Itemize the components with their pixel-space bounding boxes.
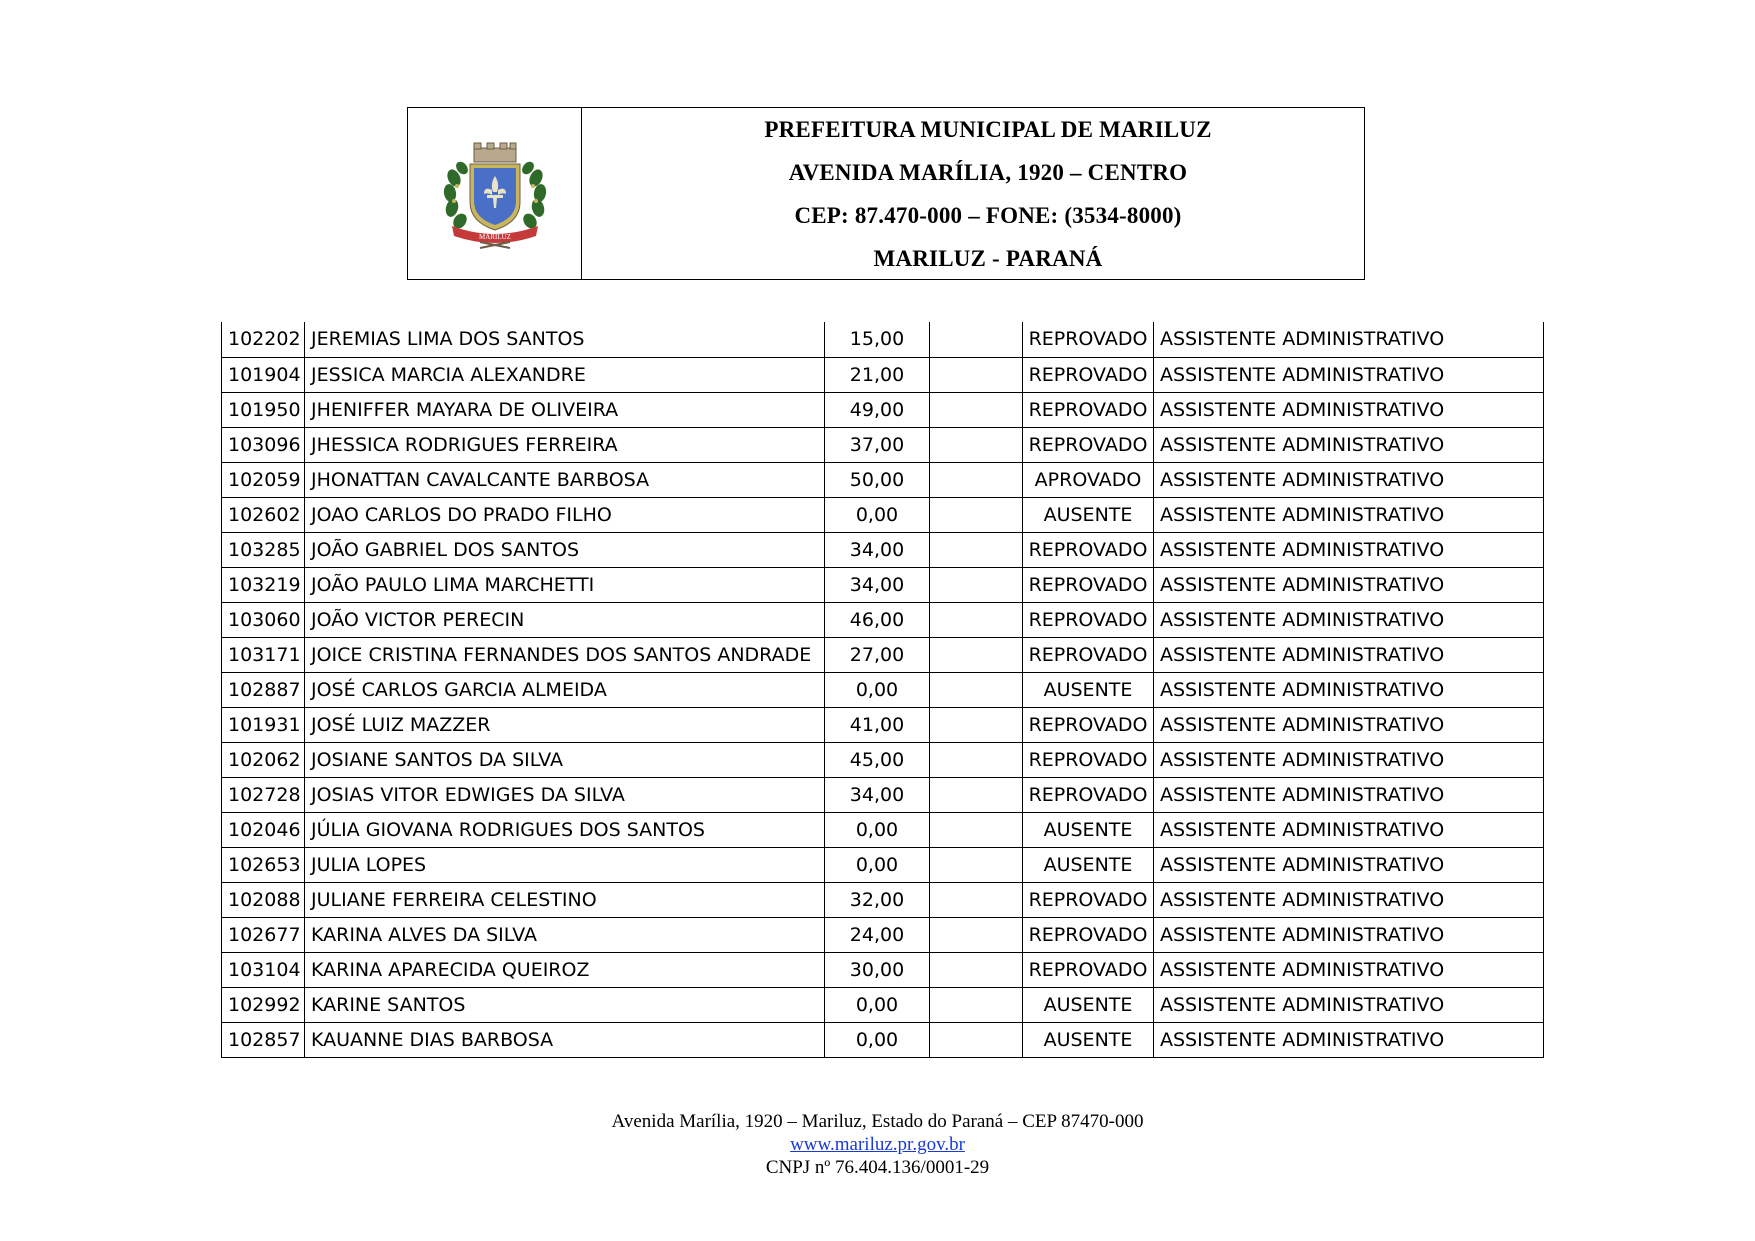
candidate-score: 15,00 [825,322,930,357]
empty-cell [930,427,1023,462]
candidate-id: 102059 [222,462,305,497]
candidate-score: 34,00 [825,532,930,567]
candidate-id: 103285 [222,532,305,567]
table-row [222,532,1544,567]
candidate-name: KAUANNE DIAS BARBOSA [305,1022,825,1057]
candidate-name: JHESSICA RODRIGUES FERREIRA [305,427,825,462]
empty-cell [930,742,1023,777]
candidate-name: KARINE SANTOS [305,987,825,1022]
candidate-id: 102046 [222,812,305,847]
empty-cell [930,322,1023,357]
candidate-status: AUSENTE [1023,497,1154,532]
table-row [222,917,1544,952]
candidate-name: KARINA ALVES DA SILVA [305,917,825,952]
candidate-role: ASSISTENTE ADMINISTRATIVO [1154,882,1544,917]
candidate-status: APROVADO [1023,462,1154,497]
results-table [221,322,1544,1058]
candidate-id: 102088 [222,882,305,917]
empty-cell [930,497,1023,532]
candidate-role: ASSISTENTE ADMINISTRATIVO [1154,987,1544,1022]
empty-cell [930,602,1023,637]
table-row [222,392,1544,427]
candidate-name: JOSÉ LUIZ MAZZER [305,707,825,742]
candidate-name: JEREMIAS LIMA DOS SANTOS [305,322,825,357]
candidate-id: 101931 [222,707,305,742]
results-body [222,322,1544,1057]
candidate-status: REPROVADO [1023,357,1154,392]
candidate-status: REPROVADO [1023,427,1154,462]
letterhead [407,107,1365,280]
letterhead-text [582,108,1364,279]
table-row [222,672,1544,707]
table-row [222,602,1544,637]
candidate-score: 0,00 [825,1022,930,1057]
candidate-score: 0,00 [825,847,930,882]
candidate-role: ASSISTENTE ADMINISTRATIVO [1154,812,1544,847]
candidate-score: 45,00 [825,742,930,777]
candidate-role: ASSISTENTE ADMINISTRATIVO [1154,357,1544,392]
candidate-id: 102728 [222,777,305,812]
candidate-score: 32,00 [825,882,930,917]
candidate-name: JOICE CRISTINA FERNANDES DOS SANTOS ANDRADE [305,637,825,672]
candidate-status: REPROVADO [1023,322,1154,357]
table-row [222,1022,1544,1057]
empty-cell [930,812,1023,847]
candidate-status: REPROVADO [1023,602,1154,637]
candidate-id: 102602 [222,497,305,532]
footer-address: Avenida Marília, 1920 – Mariluz, Estado do Paraná – CEP 87470-000 [611,1111,1144,1132]
candidate-status: REPROVADO [1023,392,1154,427]
table-row [222,952,1544,987]
empty-cell [930,777,1023,812]
candidate-status: AUSENTE [1023,847,1154,882]
contact-line: CEP: 87.470-000 – FONE: (3534-8000) [794,202,1182,228]
municipality-name: PREFEITURA MUNICIPAL DE MARILUZ [764,116,1212,142]
candidate-status: REPROVADO [1023,917,1154,952]
candidate-status: REPROVADO [1023,532,1154,567]
empty-cell [930,917,1023,952]
candidate-role: ASSISTENTE ADMINISTRATIVO [1154,427,1544,462]
empty-cell [930,707,1023,742]
logo-ribbon-text: MARILUZ [478,232,511,241]
candidate-id: 103104 [222,952,305,987]
candidate-status: REPROVADO [1023,952,1154,987]
address-line: AVENIDA MARÍLIA, 1920 – CENTRO [788,159,1188,185]
candidate-name: JOSIAS VITOR EDWIGES DA SILVA [305,777,825,812]
candidate-name: KARINA APARECIDA QUEIROZ [305,952,825,987]
table-row [222,847,1544,882]
candidate-name: JOÃO VICTOR PERECIN [305,602,825,637]
candidate-role: ASSISTENTE ADMINISTRATIVO [1154,462,1544,497]
empty-cell [930,532,1023,567]
candidate-id: 102992 [222,987,305,1022]
candidate-score: 46,00 [825,602,930,637]
candidate-score: 49,00 [825,392,930,427]
candidate-score: 37,00 [825,427,930,462]
candidate-name: JESSICA MARCIA ALEXANDRE [305,357,825,392]
candidate-role: ASSISTENTE ADMINISTRATIVO [1154,777,1544,812]
empty-cell [930,567,1023,602]
candidate-score: 24,00 [825,917,930,952]
candidate-score: 34,00 [825,567,930,602]
candidate-id: 102887 [222,672,305,707]
empty-cell [930,847,1023,882]
candidate-status: REPROVADO [1023,742,1154,777]
candidate-role: ASSISTENTE ADMINISTRATIVO [1154,917,1544,952]
candidate-name: JÚLIA GIOVANA RODRIGUES DOS SANTOS [305,812,825,847]
table-row [222,357,1544,392]
candidate-role: ASSISTENTE ADMINISTRATIVO [1154,707,1544,742]
table-row [222,777,1544,812]
empty-cell [930,1022,1023,1057]
empty-cell [930,672,1023,707]
candidate-status: REPROVADO [1023,637,1154,672]
candidate-score: 0,00 [825,497,930,532]
candidate-score: 0,00 [825,672,930,707]
candidate-status: AUSENTE [1023,1022,1154,1057]
candidate-status: REPROVADO [1023,777,1154,812]
candidate-id: 103096 [222,427,305,462]
candidate-status: AUSENTE [1023,672,1154,707]
candidate-id: 102062 [222,742,305,777]
table-row [222,987,1544,1022]
table-row [222,742,1544,777]
table-row [222,427,1544,462]
candidate-id: 102653 [222,847,305,882]
candidate-id: 103171 [222,637,305,672]
candidate-name: JOSIANE SANTOS DA SILVA [305,742,825,777]
empty-cell [930,462,1023,497]
candidate-status: REPROVADO [1023,567,1154,602]
empty-cell [930,392,1023,427]
candidate-role: ASSISTENTE ADMINISTRATIVO [1154,497,1544,532]
candidate-name: JHENIFFER MAYARA DE OLIVEIRA [305,392,825,427]
candidate-score: 50,00 [825,462,930,497]
candidate-role: ASSISTENTE ADMINISTRATIVO [1154,847,1544,882]
empty-cell [930,952,1023,987]
candidate-name: JOÃO GABRIEL DOS SANTOS [305,532,825,567]
table-row [222,637,1544,672]
candidate-name: JULIANE FERREIRA CELESTINO [305,882,825,917]
candidate-status: REPROVADO [1023,707,1154,742]
candidate-score: 21,00 [825,357,930,392]
candidate-role: ASSISTENTE ADMINISTRATIVO [1154,602,1544,637]
candidate-score: 27,00 [825,637,930,672]
candidate-role: ASSISTENTE ADMINISTRATIVO [1154,322,1544,357]
candidate-role: ASSISTENTE ADMINISTRATIVO [1154,952,1544,987]
candidate-name: JOSÉ CARLOS GARCIA ALMEIDA [305,672,825,707]
table-row [222,707,1544,742]
candidate-score: 34,00 [825,777,930,812]
table-row [222,812,1544,847]
candidate-score: 0,00 [825,987,930,1022]
candidate-id: 101950 [222,392,305,427]
table-row [222,497,1544,532]
candidate-name: JOAO CARLOS DO PRADO FILHO [305,497,825,532]
coat-of-arms-icon [440,138,550,250]
candidate-status: REPROVADO [1023,882,1154,917]
table-row [222,322,1544,357]
candidate-role: ASSISTENTE ADMINISTRATIVO [1154,567,1544,602]
candidate-id: 103060 [222,602,305,637]
candidate-name: JHONATTAN CAVALCANTE BARBOSA [305,462,825,497]
candidate-name: JULIA LOPES [305,847,825,882]
candidate-id: 101904 [222,357,305,392]
candidate-role: ASSISTENTE ADMINISTRATIVO [1154,532,1544,567]
table-row [222,882,1544,917]
candidate-status: AUSENTE [1023,987,1154,1022]
empty-cell [930,637,1023,672]
candidate-score: 0,00 [825,812,930,847]
candidate-role: ASSISTENTE ADMINISTRATIVO [1154,742,1544,777]
table-row [222,462,1544,497]
candidate-score: 41,00 [825,707,930,742]
candidate-role: ASSISTENTE ADMINISTRATIVO [1154,392,1544,427]
candidate-status: AUSENTE [1023,812,1154,847]
candidate-id: 102202 [222,322,305,357]
footer-cnpj: CNPJ nº 76.404.136/0001-29 [765,1157,990,1178]
empty-cell [930,987,1023,1022]
candidate-role: ASSISTENTE ADMINISTRATIVO [1154,1022,1544,1057]
candidate-score: 30,00 [825,952,930,987]
candidate-role: ASSISTENTE ADMINISTRATIVO [1154,672,1544,707]
table-row [222,567,1544,602]
website-link[interactable]: www.mariluz.pr.gov.br [790,1134,965,1155]
empty-cell [930,357,1023,392]
candidate-id: 102857 [222,1022,305,1057]
candidate-id: 103219 [222,567,305,602]
city-state-line: MARILUZ - PARANÁ [873,245,1103,271]
candidate-name: JOÃO PAULO LIMA MARCHETTI [305,567,825,602]
empty-cell [930,882,1023,917]
page-footer [0,1110,1755,1179]
logo-cell [408,108,582,279]
candidate-id: 102677 [222,917,305,952]
candidate-role: ASSISTENTE ADMINISTRATIVO [1154,637,1544,672]
